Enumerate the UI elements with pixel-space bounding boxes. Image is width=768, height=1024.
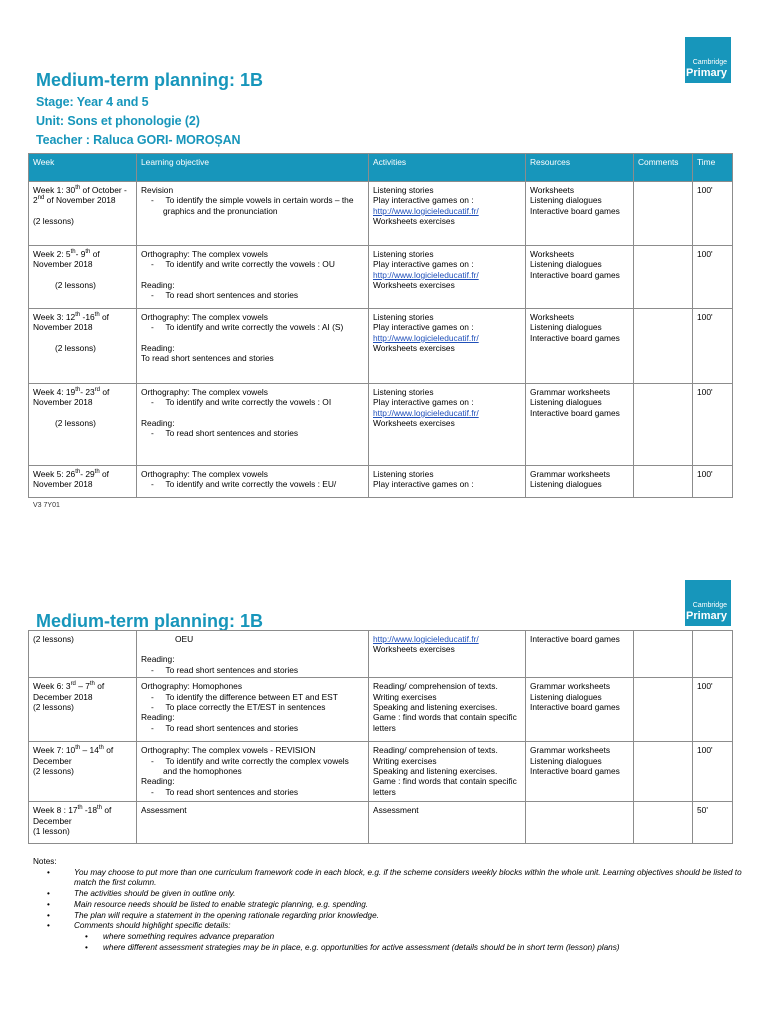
comments-cell <box>634 742 693 802</box>
note-item: • Comments should highlight specific details: <box>33 921 743 932</box>
document-code: V3 7Y01 <box>33 502 60 509</box>
logo-line1: Cambridge <box>692 59 727 66</box>
stage-label: Stage: Year 4 and 5 <box>36 95 149 109</box>
logicieleducatif-link[interactable]: http://www.logicieleducatif.fr/ <box>373 269 479 280</box>
time-cell: 100' <box>693 246 733 309</box>
teacher-label: Teacher : Raluca GORI- MOROȘAN <box>36 133 241 147</box>
activities-cell: Reading/ comprehension of texts. Writing exercises Speaking and listening exercises. Game : find words that contain specific letters <box>369 678 526 742</box>
lessons-count: (2 lessons) <box>55 279 96 290</box>
note-item: • The plan will require a statement in the opening rationale regarding prior knowledge. <box>33 911 743 922</box>
header-time: Time <box>693 154 733 182</box>
objective-cell: Orthography: The complex vowels - To identify and write correctly the vowels : AI (S) Reading: To read short sentences and stories <box>137 309 369 384</box>
resources-cell: Grammar worksheets Listening dialogues Interactive board games <box>526 678 634 742</box>
resources-cell: Grammar worksheets Listening dialogues Interactive board games <box>526 384 634 466</box>
comments-cell <box>634 246 693 309</box>
planning-table-continued <box>28 630 733 844</box>
activities-cell: Listening stories Play interactive games on : <box>369 466 526 498</box>
lessons-count: (2 lessons) <box>33 766 74 777</box>
logo-line2: Primary <box>686 67 727 79</box>
comments-cell <box>634 631 693 678</box>
notes-heading: Notes: <box>33 857 57 866</box>
objective-cell: Orthography: The complex vowels - To identify and write correctly the vowels : OU Reading: - To read short sentences and stories <box>137 246 369 309</box>
header-learning-objective: Learning objective <box>137 154 369 182</box>
activities-cell: http://www.logicieleducatif.fr/ Worksheets exercises <box>369 631 526 678</box>
logo-line1: Cambridge <box>692 602 727 609</box>
resources-cell: Grammar worksheets Listening dialogues Interactive board games <box>526 742 634 802</box>
activities-cell: Listening stories Play interactive games on : http://www.logicieleducatif.fr/ Worksheets exercises <box>369 246 526 309</box>
activities-cell: Listening stories Play interactive games on : http://www.logicieleducatif.fr/ Worksheets exercises <box>369 309 526 384</box>
table-row <box>29 466 733 498</box>
week-cell: Week 3: 12th -16th of November 2018 (2 lessons) <box>29 309 137 384</box>
table-row <box>29 742 733 802</box>
notes-list <box>33 868 743 954</box>
lessons-count: (2 lessons) <box>55 417 96 428</box>
resources-cell: Worksheets Listening dialogues Interactive board games <box>526 182 634 246</box>
planning-table <box>28 153 733 498</box>
note-item: • The activities should be given in outline only. <box>33 889 743 900</box>
table-row <box>29 182 733 246</box>
activities-cell: Listening stories Play interactive games on : http://www.logicieleducatif.fr/ Worksheets exercises <box>369 384 526 466</box>
objective-cell: Orthography: The complex vowels - To identify and write correctly the vowels : EU/ <box>137 466 369 498</box>
page-title: Medium-term planning: 1B <box>36 70 264 90</box>
objective-cell: Orthography: Homophones - To identify the difference between ET and EST - To place correctly the ET/EST in sentences Reading: - To read short sentences and stories <box>137 678 369 742</box>
cambridge-primary-logo <box>685 37 731 83</box>
week-cell: Week 4: 19th- 23rd of November 2018 (2 lessons) <box>29 384 137 466</box>
table-header-row <box>29 154 733 182</box>
week-cell: Week 5: 26th- 29th of November 2018 <box>29 466 137 498</box>
time-cell: 100' <box>693 384 733 466</box>
week-cell: Week 7: 10th – 14th of December (2 lessons) <box>29 742 137 802</box>
header-week: Week <box>29 154 137 182</box>
comments-cell <box>634 384 693 466</box>
header-comments: Comments <box>634 154 693 182</box>
activities-cell: Listening stories Play interactive games on : http://www.logicieleducatif.fr/ Worksheets exercises <box>369 182 526 246</box>
lessons-count: (2 lessons) <box>55 342 96 353</box>
page-title: Medium-term planning: 1B <box>36 611 264 631</box>
unit-label: Unit: Sons et phonologie (2) <box>36 114 200 128</box>
objective-cell: Assessment <box>137 802 369 844</box>
comments-cell <box>634 182 693 246</box>
note-subitem: • where something requires advance preparation <box>33 932 743 943</box>
logicieleducatif-link[interactable]: http://www.logicieleducatif.fr/ <box>373 332 479 343</box>
resources-cell <box>526 802 634 844</box>
table-row <box>29 309 733 384</box>
comments-cell <box>634 802 693 844</box>
table-row <box>29 631 733 678</box>
week-cell <box>29 631 137 678</box>
table-row <box>29 802 733 844</box>
header-activities: Activities <box>369 154 526 182</box>
time-cell: 50' <box>693 802 733 844</box>
week-cell: Week 1: 30th of October - 2nd of November 2018 (2 lessons) <box>29 182 137 246</box>
header-resources: Resources <box>526 154 634 182</box>
logicieleducatif-link[interactable]: http://www.logicieleducatif.fr/ <box>373 205 479 216</box>
objective-cell: Revision - To identify the simple vowels in certain words – the graphics and the pronunciation <box>137 182 369 246</box>
resources-cell: Grammar worksheets Listening dialogues <box>526 466 634 498</box>
logicieleducatif-link[interactable]: http://www.logicieleducatif.fr/ <box>373 407 479 418</box>
lessons-count: (2 lessons) <box>33 702 74 713</box>
time-cell: 100' <box>693 678 733 742</box>
time-cell: 100' <box>693 466 733 498</box>
note-item: • Main resource needs should be listed to enable strategic planning, e.g. spending. <box>33 900 743 911</box>
time-cell: 100' <box>693 182 733 246</box>
resources-cell: Interactive board games <box>526 631 634 678</box>
comments-cell <box>634 309 693 384</box>
logicieleducatif-link[interactable]: http://www.logicieleducatif.fr/ <box>373 634 479 644</box>
week-cell: Week 6: 3rd – 7th of December 2018 (2 lessons) <box>29 678 137 742</box>
lessons-count: (2 lessons) <box>33 215 74 226</box>
logo-line2: Primary <box>686 610 727 622</box>
resources-cell: Worksheets Listening dialogues Interactive board games <box>526 246 634 309</box>
note-subitem: • where different assessment strategies may be in place, e.g. opportunities for active assessment (details should be in short term (lesson) plans) <box>33 943 743 954</box>
lessons-count: (1 lesson) <box>33 826 70 837</box>
table-row <box>29 246 733 309</box>
table-row <box>29 384 733 466</box>
cambridge-primary-logo <box>685 580 731 626</box>
resources-cell: Worksheets Listening dialogues Interactive board games <box>526 309 634 384</box>
note-item: • You may choose to put more than one curriculum framework code in each block, e.g. if the scheme considers weekly blocks within the whole unit. Learning objectives should be listed to match the first column. <box>33 868 743 889</box>
activities-cell: Reading/ comprehension of texts. Writing exercises Speaking and listening exercises. Game : find words that contain specific letters <box>369 742 526 802</box>
time-cell: 100' <box>693 742 733 802</box>
table-row <box>29 678 733 742</box>
lessons-count: (2 lessons) <box>33 634 74 644</box>
objective-cell: OEU Reading: - To read short sentences and stories <box>137 631 369 678</box>
week-cell: Week 8 : 17th -18th of December (1 lesson) <box>29 802 137 844</box>
week-cell: Week 2: 5th- 9th of November 2018 (2 lessons) <box>29 246 137 309</box>
objective-cell: Orthography: The complex vowels - To identify and write correctly the vowels : OI Reading: - To read short sentences and stories <box>137 384 369 466</box>
time-cell <box>693 631 733 678</box>
activities-cell: Assessment <box>369 802 526 844</box>
comments-cell <box>634 678 693 742</box>
comments-cell <box>634 466 693 498</box>
time-cell: 100' <box>693 309 733 384</box>
objective-cell: Orthography: The complex vowels - REVISION - To identify and write correctly the complex vowels and the homophones Reading: - To read short sentences and stories <box>137 742 369 802</box>
notes-section <box>33 857 743 953</box>
